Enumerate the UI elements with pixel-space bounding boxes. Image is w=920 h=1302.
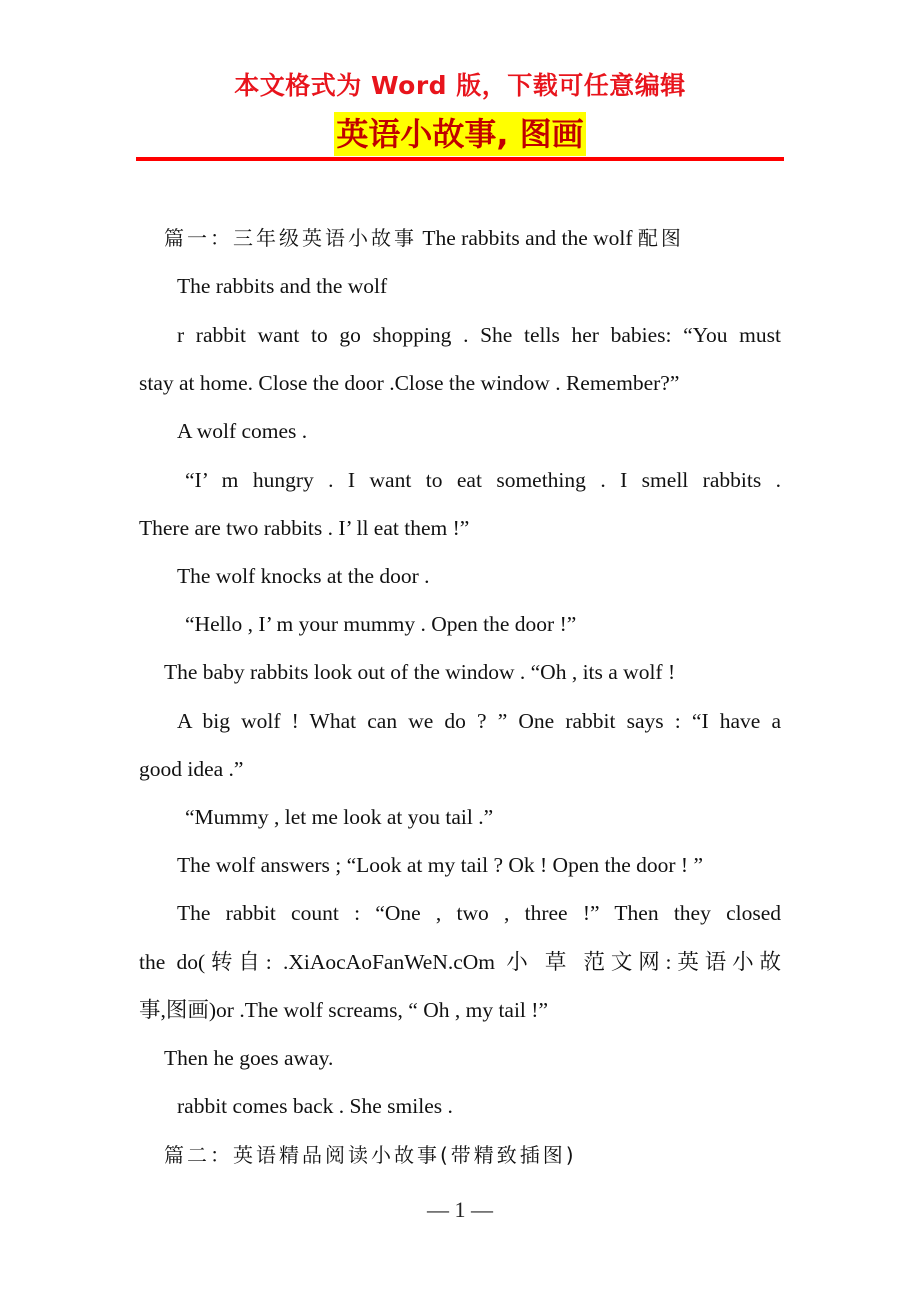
paragraph-line: good idea .” <box>139 757 244 781</box>
paragraph-line: r rabbit want to go shopping . She tells her babies: “You must <box>177 323 781 347</box>
story-title-line: The rabbits and the wolf <box>177 274 388 298</box>
section-1-heading-cn: 篇一：三年级英语小故事 <box>164 226 417 250</box>
section-1-heading-tail: 配图 <box>637 226 684 250</box>
paragraph-line: “I’ m hungry . I want to eat something . I smell rabbits . <box>185 468 781 492</box>
paragraph-line: the do(转自: .XiAocAoFanWeN.cOm 小 草 范文网:英语小故 <box>139 950 781 974</box>
editable-notice-banner: 本文格式为 Word 版，下载可任意编辑 <box>234 71 686 100</box>
paragraph-line: There are two rabbits . I’ ll eat them !” <box>139 516 470 540</box>
paragraph-line: A big wolf ! What can we do ? ” One rabbit says : “I have a <box>177 709 781 733</box>
paragraph-line: “Mummy , let me look at you tail .” <box>185 805 494 829</box>
paragraph-line: The wolf knocks at the door . <box>177 564 430 588</box>
document-title: 英语小故事, 图画 <box>334 112 585 156</box>
paragraph-line: “Hello , I’ m your mummy . Open the door !” <box>185 612 577 636</box>
section-1-heading <box>164 223 684 253</box>
paragraph-line: The wolf answers ; “Look at my tail ? Ok ! Open the door ! ” <box>177 853 703 877</box>
section-2-heading: 篇二：英语精品阅读小故事(带精致插图) <box>164 1143 577 1167</box>
title-container <box>0 112 920 156</box>
title-divider <box>136 157 784 161</box>
paragraph-line: Then he goes away. <box>164 1046 334 1070</box>
paragraph-line: The baby rabbits look out of the window . “Oh , its a wolf ! <box>164 660 676 684</box>
paragraph-line: rabbit comes back . She smiles . <box>177 1094 453 1118</box>
paragraph-line: 事,图画)or .The wolf screams, “ Oh , my tail !” <box>139 998 548 1022</box>
paragraph-line: A wolf comes . <box>177 419 308 443</box>
page-number: — 1 — <box>427 1197 493 1222</box>
paragraph-line: stay at home. Close the door .Close the window . Remember?” <box>139 371 680 395</box>
section-1-heading-en: The rabbits and the wolf <box>417 226 638 250</box>
paragraph-line: The rabbit count : “One , two , three !” Then they closed <box>177 901 781 925</box>
